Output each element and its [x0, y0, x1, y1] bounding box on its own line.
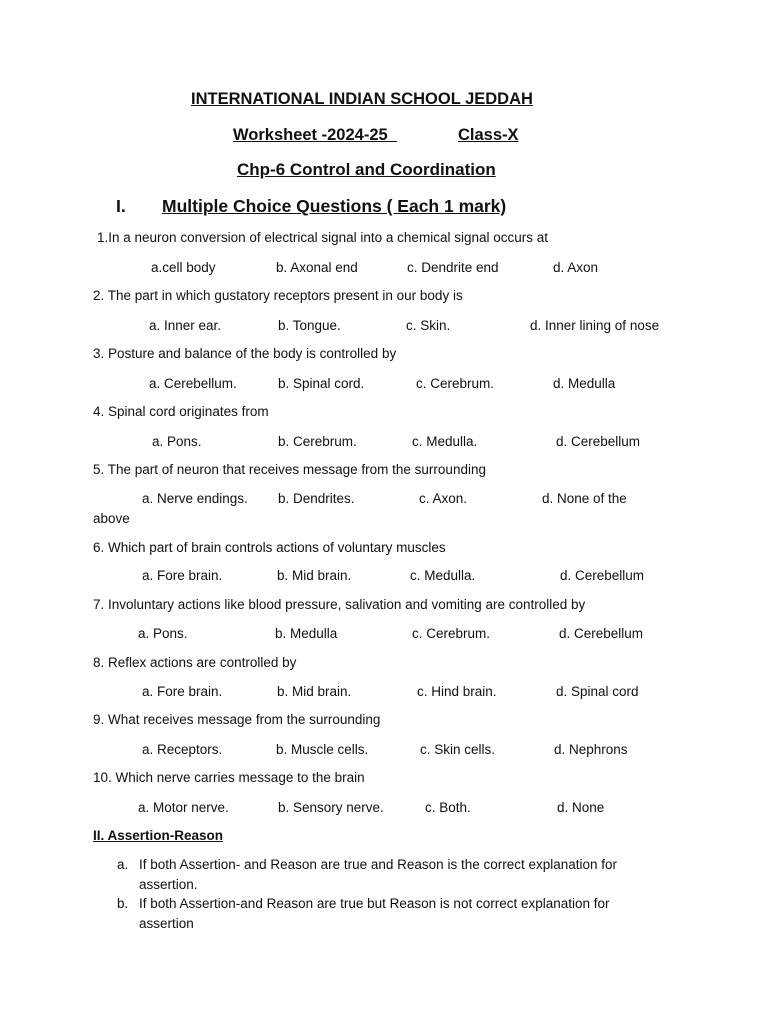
option: b. Mid brain.	[277, 568, 352, 583]
question-text: 3. Posture and balance of the body is controlled by	[93, 346, 397, 361]
option: c. Both.	[425, 800, 471, 815]
option: a. Inner ear.	[149, 318, 222, 333]
option: b. Medulla	[275, 626, 338, 641]
assertion-reason-option: If both Assertion- and Reason are true and Reason is the correct explanation for	[139, 857, 618, 872]
option: c. Hind brain.	[417, 684, 497, 699]
option: d. Cerebellum	[559, 626, 644, 641]
option: a. Cerebellum.	[149, 376, 237, 391]
option: d. Cerebellum	[556, 434, 641, 449]
question-text: 4. Spinal cord originates from	[93, 404, 269, 419]
question-text: 10. Which nerve carries message to the brain	[93, 770, 365, 785]
assertion-reason-option: If both Assertion-and Reason are true but Reason is not correct explanation for	[139, 896, 610, 911]
list-marker: b.	[117, 896, 129, 911]
option: a. Receptors.	[142, 742, 223, 757]
option: c. Skin cells.	[420, 742, 496, 757]
option: b. Axonal end	[276, 260, 358, 275]
section-2-title: II. Assertion-Reason	[93, 828, 224, 843]
option-wrap: above	[93, 511, 130, 526]
worksheet-year: Worksheet -2024-25	[233, 126, 388, 144]
question-text: 7. Involuntary actions like blood pressure, salivation and vomiting are controlled by	[93, 597, 586, 612]
option: a. Nerve endings.	[142, 491, 248, 506]
option: c. Medulla.	[410, 568, 476, 583]
option: c. Dendrite end	[407, 260, 499, 275]
option: c. Cerebrum.	[416, 376, 495, 391]
option: c. Medulla.	[412, 434, 478, 449]
option: c. Skin.	[406, 318, 451, 333]
option: c. Cerebrum.	[412, 626, 491, 641]
option: a. Fore brain.	[142, 684, 223, 699]
option: b. Mid brain.	[277, 684, 352, 699]
option: b. Muscle cells.	[276, 742, 369, 757]
option: a.cell body	[151, 260, 216, 275]
assertion-reason-option-cont: assertion.	[139, 877, 198, 892]
option: b. Tongue.	[278, 318, 341, 333]
question-text: 8. Reflex actions are controlled by	[93, 655, 297, 670]
section-1-title: Multiple Choice Questions ( Each 1 mark)	[162, 196, 507, 216]
option: b. Spinal cord.	[278, 376, 365, 391]
question-text: 1.In a neuron conversion of electrical signal into a chemical signal occurs at	[97, 230, 548, 245]
section-1-numeral: I.	[116, 196, 126, 216]
option: a. Motor nerve.	[138, 800, 229, 815]
option: d. None of the	[542, 491, 627, 506]
question-text: 6. Which part of brain controls actions of voluntary muscles	[93, 540, 446, 555]
option: d. None	[557, 800, 605, 815]
option: a. Pons.	[152, 434, 202, 449]
option: b. Sensory nerve.	[278, 800, 384, 815]
option: d. Inner lining of nose	[530, 318, 660, 333]
option: a. Fore brain.	[142, 568, 223, 583]
question-text: 2. The part in which gustatory receptors present in our body is	[93, 288, 463, 303]
list-marker: a.	[117, 857, 129, 872]
option: b. Cerebrum.	[278, 434, 357, 449]
option: c. Axon.	[419, 491, 468, 506]
option: d. Cerebellum	[560, 568, 645, 583]
school-title: INTERNATIONAL INDIAN SCHOOL JEDDAH	[191, 90, 533, 108]
option: b. Dendrites.	[278, 491, 355, 506]
question-text: 5. The part of neuron that receives message from the surrounding	[93, 462, 486, 477]
class-label: Class-X	[458, 126, 519, 144]
question-text: 9. What receives message from the surrounding	[93, 712, 381, 727]
option: d. Medulla	[553, 376, 616, 391]
option: d. Axon	[553, 260, 599, 275]
assertion-reason-option-cont: assertion	[139, 916, 194, 931]
option: d. Spinal cord	[556, 684, 639, 699]
option: a. Pons.	[138, 626, 188, 641]
chapter-title: Chp-6 Control and Coordination	[237, 160, 496, 179]
option: d. Nephrons	[554, 742, 628, 757]
